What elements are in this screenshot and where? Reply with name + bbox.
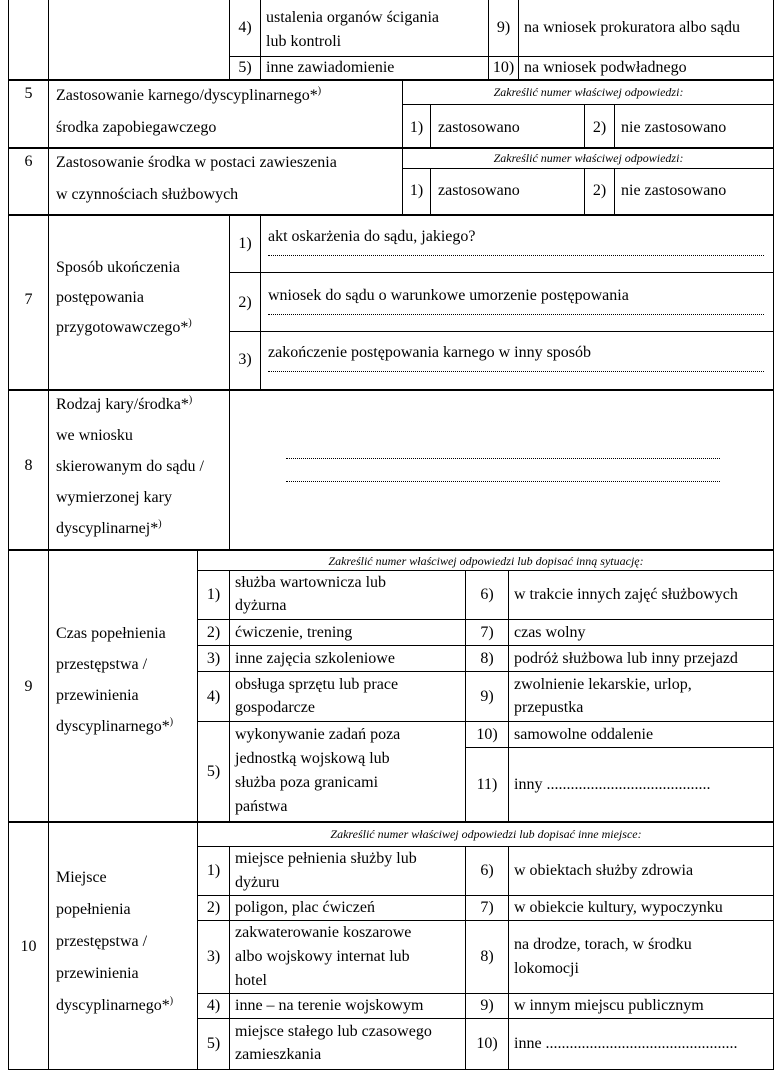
row10-option7-text: w obiekcie kultury, wypoczynku [514, 899, 723, 916]
row6-option2-number[interactable]: 2) [592, 182, 607, 199]
row9-option5-number[interactable]: 5) [206, 762, 221, 780]
top-text-5: inne zawiadomienie [266, 59, 395, 76]
row9-label-line2: przestępstwa / [56, 656, 148, 673]
row9-option8-number[interactable]: 8) [480, 649, 494, 667]
row7-option2-fill-line[interactable] [268, 314, 764, 315]
row6-number: 6 [24, 153, 33, 170]
row9-option1-number[interactable]: 1) [206, 586, 221, 603]
top-text-10: na wniosek podwładnego [524, 59, 687, 76]
row10-option3-number[interactable]: 3) [206, 948, 221, 965]
row10-number: 10 [20, 938, 37, 955]
row9-option10-number[interactable]: 10) [476, 725, 498, 743]
row10-label-line2: popełnienia [56, 901, 131, 918]
row9-option4-text-b: gospodarcze [235, 699, 315, 716]
row7-option3-number[interactable]: 3) [238, 351, 252, 368]
row5-option1-text: zastosowano [438, 119, 520, 136]
row6-option1-text: zastosowano [438, 182, 520, 199]
row8-fill-line-2[interactable] [286, 481, 720, 482]
row10-option5-text-a: miejsce stałego lub czasowego [235, 1023, 432, 1040]
row10-option1-text-b: dyżuru [235, 874, 280, 891]
top-text-4b: lub kontroli [266, 33, 342, 50]
row10-option9-text: w innym miejscu publicznym [514, 997, 704, 1014]
row7-label-line3: przygotowawczego*) [56, 317, 192, 336]
row10-option8-number[interactable]: 8) [480, 948, 494, 965]
row8-label-line3: skierowanym do sądu / [56, 458, 204, 475]
row10-option3-text-b: albo wojskowy internat lub [235, 948, 410, 965]
row9-option11-number[interactable]: 11) [476, 775, 498, 793]
row7-number: 7 [24, 291, 33, 308]
row8-fill-line-1[interactable] [286, 458, 720, 459]
row5-option2-text: nie zastosowano [621, 119, 727, 136]
row9-option10-text: samowolne oddalenie [514, 725, 654, 743]
row10-option4-text: inne – na terenie wojskowym [235, 997, 424, 1014]
top-num-5: 5) [238, 59, 252, 76]
row10-instruction: Zakreślić numer właściwej odpowiedzi lub dopisać inne miejsce: [330, 827, 642, 841]
row9-option5-text-b: jednostką wojskową lub [235, 750, 390, 767]
row10-option6-number[interactable]: 6) [480, 862, 494, 879]
row9-label-line4: dyscyplinarnego*) [56, 716, 174, 735]
row5-option1-number[interactable]: 1) [409, 119, 424, 136]
row9-option11-text[interactable]: inny ......................................... [514, 775, 711, 793]
row8-label-line4: wymierzonej kary [56, 489, 172, 506]
row5-label-line1: Zastosowanie karnego/dyscyplinarnego*) [56, 85, 322, 104]
row6-label-line2: w czynnościach służbowych [56, 186, 239, 203]
row7-option2-number[interactable]: 2) [238, 294, 252, 311]
row5-number: 5 [24, 85, 33, 102]
row9-option4-number[interactable]: 4) [206, 687, 221, 705]
row9-option7-text: czas wolny [514, 623, 586, 641]
row9-option4-text-a: obsługa sprzętu lub prace [235, 676, 399, 693]
row10-option1-number[interactable]: 1) [206, 862, 221, 879]
row9-label-line1: Czas popełnienia [56, 625, 166, 642]
row10-option4-number[interactable]: 4) [206, 997, 221, 1014]
row9-option3-text: inne zajęcia szkoleniowe [235, 649, 395, 667]
row8-label-line1: Rodzaj kary/środka*) [56, 394, 193, 413]
row6-instruction: Zakreślić numer właściwej odpowiedzi: [493, 151, 684, 165]
row10-option5-text-b: zamieszkania [235, 1046, 322, 1063]
row9-option8-text: podróż służbowa lub inny przejazd [514, 649, 738, 667]
row10-label-line4: przewinienia [56, 965, 139, 982]
row10-option8-text-a: na drodze, torach, w środku [514, 936, 692, 953]
row10-label-line5: dyscyplinarnego*) [56, 995, 174, 1014]
row5-label-line2: środka zapobiegawczego [56, 119, 217, 136]
row9-option3-number[interactable]: 3) [206, 649, 221, 667]
row8-label-line5: dyscyplinarnej*) [56, 518, 162, 537]
row7-option3-fill-line[interactable] [268, 371, 764, 372]
row9-number: 9 [24, 678, 33, 695]
row9-option9-text-a: zwolnienie lekarskie, urlop, [514, 676, 692, 693]
row10-option6-text: w obiektach służby zdrowia [514, 862, 694, 879]
row10-label-line1: Miejsce [56, 869, 107, 886]
row7-option2-text: wniosek do sądu o warunkowe umorzenie postępowania [268, 287, 629, 304]
row9-option5-text-c: służba poza granicami [235, 774, 379, 791]
row10-option2-text: poligon, plac ćwiczeń [235, 899, 375, 916]
row7-label-line2: postępowania [56, 289, 144, 306]
row8-number: 8 [24, 457, 33, 474]
row10-option10-number[interactable]: 10) [476, 1035, 498, 1052]
row10-option3-text-a: zakwaterowanie koszarowe [235, 924, 412, 941]
top-text-9: na wniosek prokuratora albo sądu [524, 19, 740, 36]
row10-option8-text-b: lokomocji [514, 960, 579, 977]
row7-option3-text: zakończenie postępowania karnego w inny sposób [268, 344, 592, 361]
row9-option7-number[interactable]: 7) [480, 623, 494, 641]
row7-label-line1: Sposób ukończenia [56, 259, 180, 276]
row9-option6-number[interactable]: 6) [480, 586, 494, 603]
row9-option2-number[interactable]: 2) [206, 623, 221, 641]
row10-option7-number[interactable]: 7) [480, 899, 494, 916]
row5-option2-number[interactable]: 2) [592, 119, 607, 136]
row9-option9-text-b: przepustka [514, 699, 584, 716]
row9-option9-number[interactable]: 9) [480, 687, 494, 705]
row7-option1-text: akt oskarżenia do sądu, jakiego? [268, 228, 476, 245]
row6-option1-number[interactable]: 1) [409, 182, 424, 199]
row7-option1-number[interactable]: 1) [238, 235, 252, 252]
row9-option1-text-a: służba wartownicza lub [235, 574, 387, 591]
row6-option2-text: nie zastosowano [621, 182, 727, 199]
row10-option10-text[interactable]: inne ................................................ [514, 1035, 738, 1052]
row8-label-line2: we wniosku [56, 427, 133, 444]
row9-instruction: Zakreślić numer właściwej odpowiedzi lub dopisać inną sytuację: [328, 554, 644, 568]
row9-option5-text-a: wykonywanie zadań poza [235, 726, 401, 743]
row7-option1-fill-line[interactable] [268, 255, 764, 256]
row9-option2-text: ćwiczenie, trening [235, 623, 353, 641]
row9-label-line3: przewinienia [56, 687, 139, 704]
row10-option3-text-c: hotel [235, 972, 267, 989]
top-num-10: 10) [492, 59, 515, 76]
row10-option5-number[interactable]: 5) [206, 1035, 221, 1052]
row9-option5-text-d: państwa [235, 798, 288, 815]
row6-label-line1: Zastosowanie środka w postaci zawieszenia [56, 154, 337, 171]
row10-label-line3: przestępstwa / [56, 933, 148, 950]
top-num-9: 9) [496, 19, 511, 36]
row5-instruction: Zakreślić numer właściwej odpowiedzi: [493, 85, 684, 99]
row10-option1-text-a: miejsce pełnienia służby lub [235, 850, 417, 867]
row10-option2-number[interactable]: 2) [206, 899, 221, 916]
row9-option1-text-b: dyżurna [235, 597, 287, 614]
top-num-4: 4) [238, 19, 252, 36]
row10-option9-number[interactable]: 9) [480, 997, 494, 1014]
top-text-4a: ustalenia organów ścigania [266, 9, 439, 26]
row9-option6-text: w trakcie innych zajęć służbowych [514, 586, 738, 603]
